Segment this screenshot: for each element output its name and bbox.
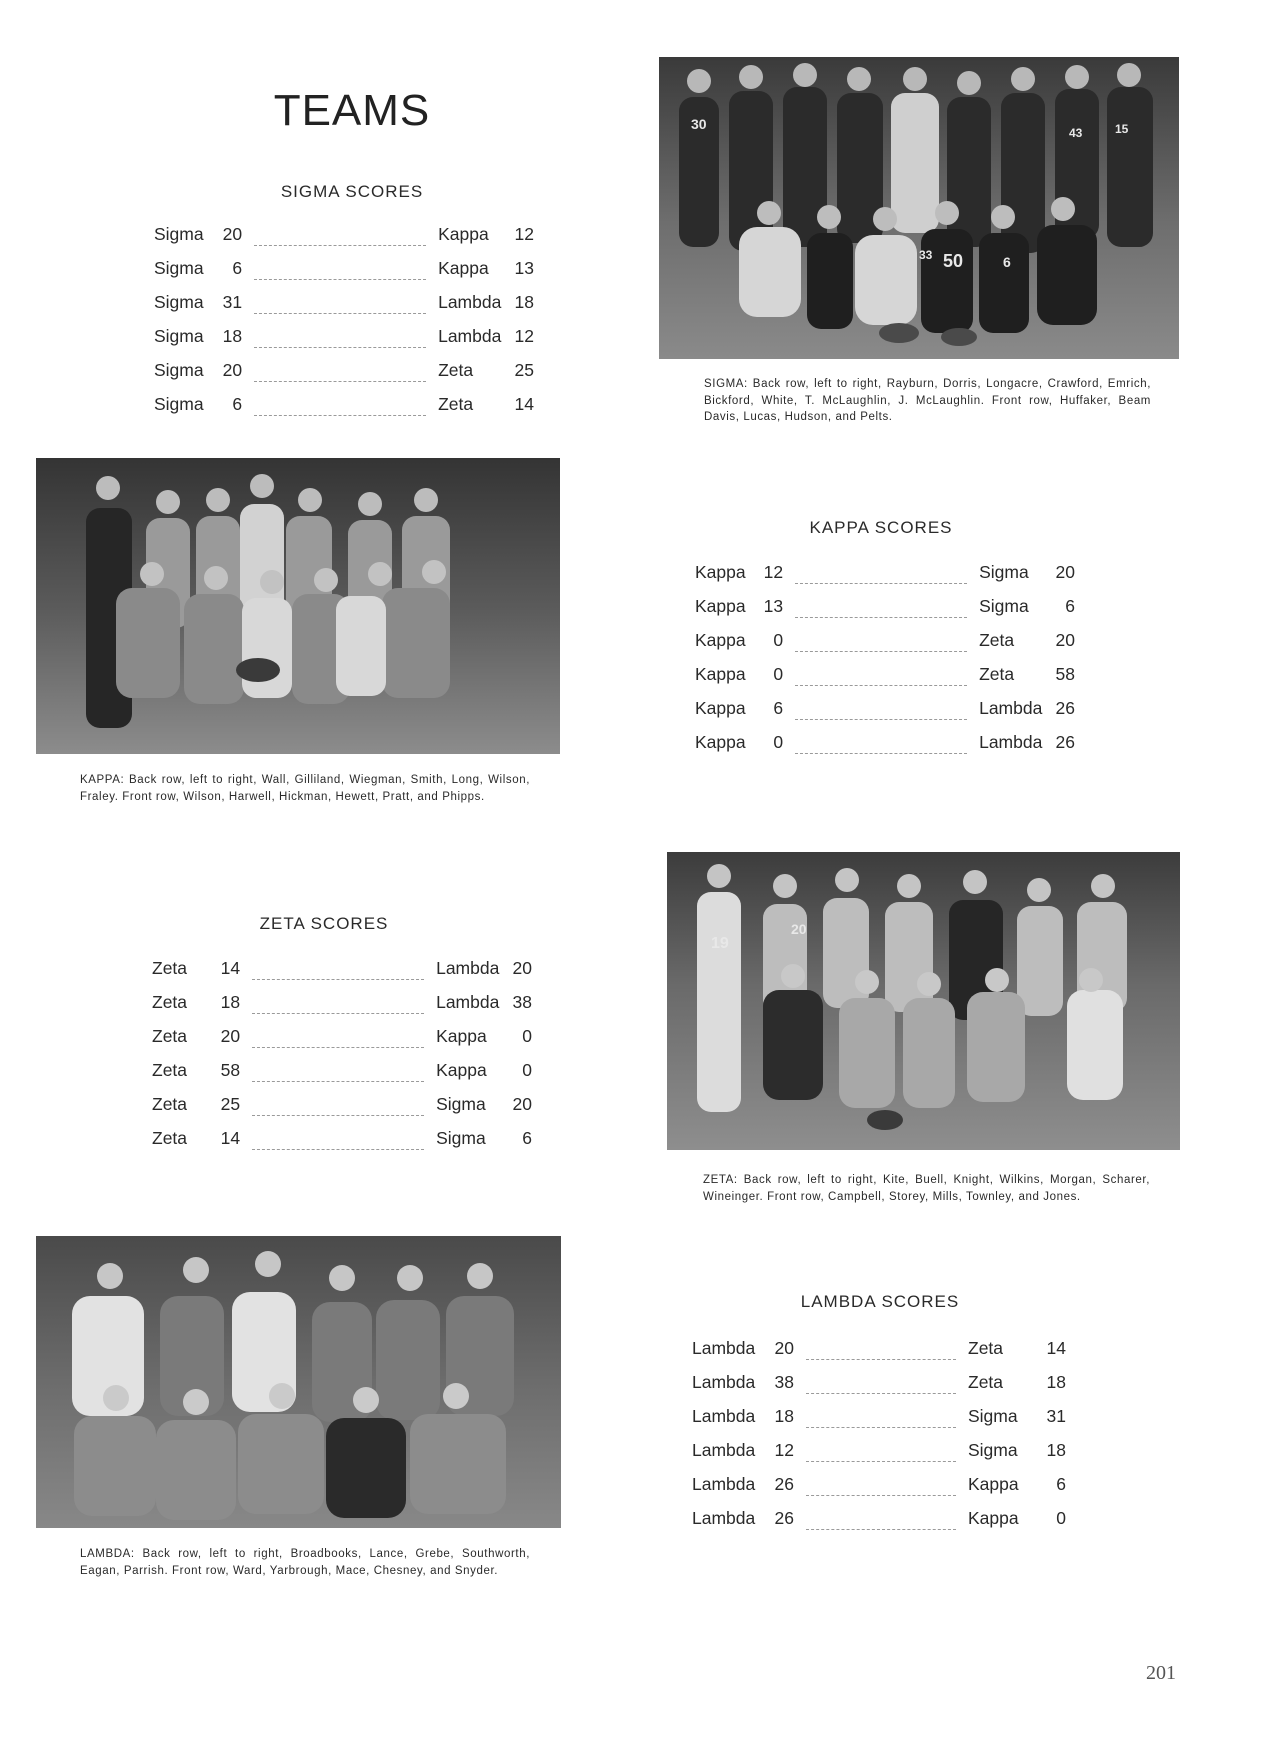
leader-dots [795,650,967,652]
score-row [152,1094,532,1128]
lambda-team-photo [36,1236,561,1528]
leader-dots [254,414,426,416]
opponent-name: Sigma [436,1094,486,1114]
jersey-number: 20 [791,921,807,937]
opponent-points: 18 [514,292,534,312]
opponent-name: Zeta [979,664,1015,684]
opponent-points: 26 [1055,732,1075,752]
team-name: Lambda [692,1338,756,1358]
opponent-points: 20 [512,958,532,978]
opponent-points: 25 [514,360,534,380]
opponent-name: Lambda [436,992,500,1012]
team-points: 6 [232,258,243,278]
kappa-photo-caption: KAPPA: Back row, left to right, Wall, Gilliland, Wiegman, Smith, Long, Wilson, Fraley. Front row, Wilson, Harwell, Hickman, Hewett, Pratt, and Phipps. [80,774,530,803]
score-row [152,1060,532,1094]
team-name: Sigma [154,292,204,312]
team-name: Sigma [154,394,204,414]
leader-dots [254,380,426,382]
opponent-name: Sigma [968,1440,1018,1460]
team-name: Kappa [695,664,746,684]
team-name: Zeta [152,958,188,978]
team-name: Lambda [692,1474,756,1494]
opponent-name: Lambda [979,732,1043,752]
team-points: 58 [220,1060,241,1080]
opponent-name: Kappa [968,1508,1019,1528]
zeta-scores-table [152,958,532,1162]
sigma-scores-table [154,224,534,428]
team-name: Sigma [154,360,204,380]
opponent-name: Sigma [968,1406,1018,1426]
score-row [154,292,534,326]
score-row [152,1026,532,1060]
opponent-points: 31 [1046,1406,1066,1426]
opponent-points: 13 [514,258,534,278]
team-name: Kappa [695,562,746,582]
zeta-photo-caption: ZETA: Back row, left to right, Kite, Buell, Knight, Wilkins, Morgan, Scharer, Wineinger. Front row, Campbell, Storey, Mills, Townley, and Jones. [703,1174,1150,1203]
jersey-number: 50 [943,251,964,271]
opponent-points: 12 [514,326,534,346]
team-name: Zeta [152,1060,188,1080]
leader-dots [806,1392,956,1394]
page-number: 201 [1146,1662,1176,1684]
leader-dots [252,1148,424,1150]
opponent-points: 20 [512,1094,532,1114]
opponent-points: 0 [522,1060,532,1080]
team-name: Zeta [152,1094,188,1114]
opponent-points: 6 [1056,1474,1066,1494]
opponent-name: Lambda [438,292,502,312]
opponent-name: Kappa [438,258,489,278]
team-points: 14 [220,1128,241,1148]
leader-dots [795,616,967,618]
score-row [692,1338,1072,1372]
team-name: Zeta [152,1128,188,1148]
leader-dots [795,684,967,686]
score-row [695,664,1075,698]
jersey-number: 30 [691,116,707,132]
leader-dots [806,1528,956,1530]
team-points: 25 [220,1094,241,1114]
team-points: 13 [763,596,784,616]
kappa-team-photo [36,458,560,754]
zeta-team-photo [667,852,1180,1150]
sigma-team-photo [659,57,1179,359]
opponent-name: Kappa [436,1060,487,1080]
opponent-name: Lambda [438,326,502,346]
leader-dots [252,1046,424,1048]
opponent-points: 20 [1055,630,1075,650]
leader-dots [254,278,426,280]
leader-dots [806,1494,956,1496]
jersey-number: 33 [919,248,933,262]
score-row [152,958,532,992]
opponent-name: Zeta [968,1338,1004,1358]
team-name: Lambda [692,1406,756,1426]
team-name: Lambda [692,1440,756,1460]
team-name: Kappa [695,698,746,718]
sigma-photo-caption: SIGMA: Back row, left to right, Rayburn, Dorris, Longacre, Crawford, Emrich, Bickford, White, T. McLaughlin, J. McLaughlin. Front row, Huffaker, Beam Davis, Lucas, Hudson, and Pelts. [704,378,1151,423]
team-points: 0 [773,630,784,650]
leader-dots [254,346,426,348]
leader-dots [252,1114,424,1116]
leader-dots [806,1358,956,1360]
team-name: Sigma [154,224,204,244]
team-points: 20 [774,1338,794,1358]
score-row [152,1128,532,1162]
leader-dots [806,1426,956,1428]
score-row [695,562,1075,596]
opponent-name: Zeta [979,630,1015,650]
score-row [695,596,1075,630]
team-name: Lambda [692,1508,756,1528]
leader-dots [795,582,967,584]
team-points: 20 [220,1026,241,1046]
leader-dots [795,752,967,754]
team-points: 0 [773,664,784,684]
score-row [692,1372,1072,1406]
opponent-points: 20 [1055,562,1075,582]
score-row [695,732,1075,766]
team-name: Sigma [154,326,204,346]
score-row [692,1508,1072,1542]
team-points: 26 [774,1508,794,1528]
team-points: 14 [220,958,241,978]
kappa-scores-table [695,562,1075,766]
lambda-scores-heading: LAMBDA SCORES [800,1292,960,1311]
team-points: 31 [222,292,243,312]
jersey-number: 43 [1069,126,1083,140]
score-row [154,326,534,360]
team-points: 18 [774,1406,794,1426]
team-points: 6 [773,698,784,718]
score-row [695,630,1075,664]
leader-dots [806,1460,956,1462]
opponent-name: Zeta [968,1372,1004,1392]
opponent-points: 14 [1046,1338,1066,1358]
opponent-points: 0 [522,1026,532,1046]
lambda-scores-table [692,1338,1072,1542]
score-row [692,1406,1072,1440]
opponent-name: Zeta [438,360,474,380]
team-points: 12 [774,1440,794,1460]
team-points: 18 [220,992,241,1012]
opponent-name: Zeta [438,394,474,414]
score-row [154,360,534,394]
kappa-scores-heading: KAPPA SCORES [809,518,953,537]
team-points: 18 [222,326,243,346]
leader-dots [252,1012,424,1014]
team-points: 20 [222,360,243,380]
opponent-points: 12 [514,224,534,244]
opponent-name: Lambda [436,958,500,978]
team-points: 38 [774,1372,794,1392]
sigma-scores-heading: SIGMA SCORES [280,182,424,201]
team-name: Zeta [152,1026,188,1046]
team-points: 0 [773,732,784,752]
team-points: 12 [763,562,784,582]
score-row [154,394,534,428]
opponent-points: 0 [1056,1508,1066,1528]
opponent-points: 18 [1046,1372,1066,1392]
score-row [154,258,534,292]
zeta-scores-heading: ZETA SCORES [259,914,389,933]
score-row [692,1474,1072,1508]
team-name: Zeta [152,992,188,1012]
jersey-number: 15 [1115,122,1129,136]
leader-dots [795,718,967,720]
team-name: Kappa [695,732,746,752]
opponent-name: Kappa [968,1474,1019,1494]
opponent-points: 6 [1065,596,1075,616]
lambda-photo-caption: LAMBDA: Back row, left to right, Broadbooks, Lance, Grebe, Southworth, Eagan, Parrish. Front row, Ward, Yarbrough, Mace, Chesney, and Snyder. [80,1548,530,1577]
opponent-name: Sigma [979,562,1029,582]
leader-dots [252,1080,424,1082]
team-name: Sigma [154,258,204,278]
leader-dots [254,312,426,314]
team-name: Kappa [695,630,746,650]
opponent-name: Sigma [979,596,1029,616]
opponent-points: 14 [514,394,534,414]
opponent-points: 6 [522,1128,532,1148]
opponent-name: Sigma [436,1128,486,1148]
opponent-points: 26 [1055,698,1075,718]
team-name: Lambda [692,1372,756,1392]
opponent-name: Kappa [436,1026,487,1046]
leader-dots [252,978,424,980]
score-row [154,224,534,258]
team-points: 6 [232,394,243,414]
team-points: 20 [222,224,243,244]
opponent-name: Kappa [438,224,489,244]
jersey-number: 6 [1003,254,1011,270]
leader-dots [254,244,426,246]
opponent-points: 58 [1055,664,1075,684]
score-row [152,992,532,1026]
opponent-points: 18 [1046,1440,1066,1460]
team-points: 26 [774,1474,794,1494]
team-name: Kappa [695,596,746,616]
score-row [692,1440,1072,1474]
score-row [695,698,1075,732]
jersey-number: 19 [711,935,729,952]
opponent-name: Lambda [979,698,1043,718]
page-title: TEAMS [273,86,431,135]
opponent-points: 38 [512,992,532,1012]
